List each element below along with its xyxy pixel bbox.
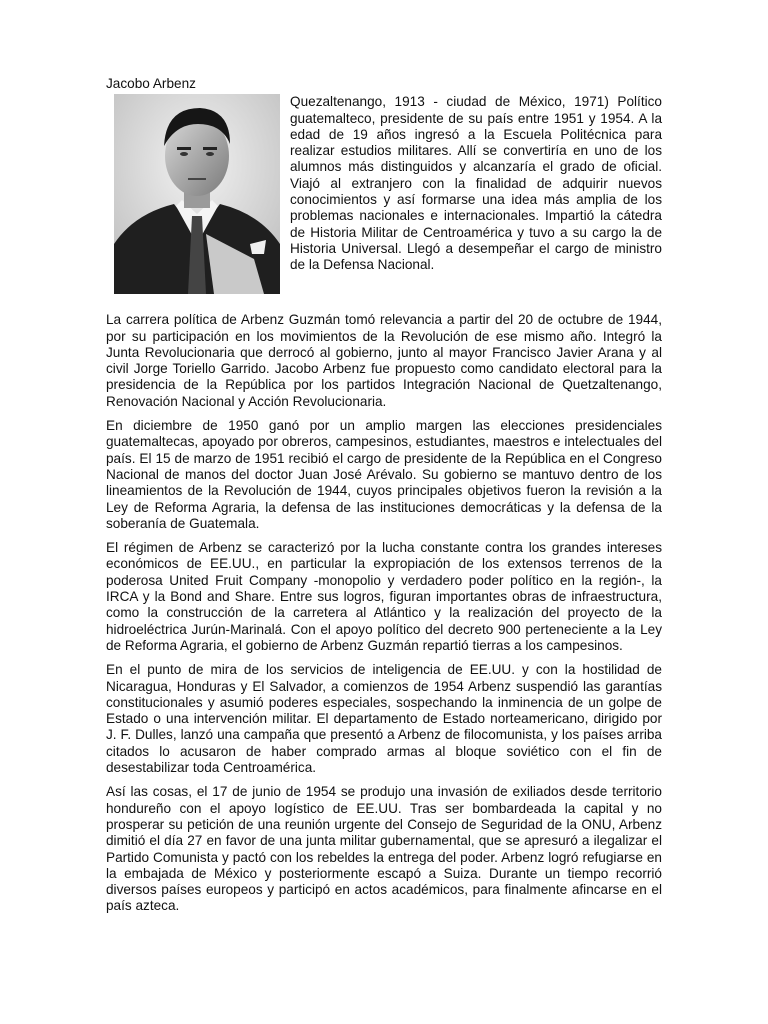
document-title: Jacobo Arbenz: [106, 76, 196, 91]
body-paragraph: En el punto de mira de los servicios de inteligencia de EE.UU. y con la hostilidad de Nicaragua, Honduras y El Salvador, a comienzos de 1954 Arbenz suspendió las garantías constitucionales y asumió poderes especiales, sospechando la inminencia de un golpe de Estado o una intervención militar. El departamento de Estado norteamericano, dirigido por J. F. Dulles, lanzó una campaña que presentó a Arbenz de filocomunista, y los países arriba citados lo acusaron de haber comprado armas al bloque soviético con el fin de desestabilizar toda Centroamérica.: [106, 662, 662, 776]
body-paragraph: En diciembre de 1950 ganó por un amplio margen las elecciones presidenciales guatemaltecas, apoyado por obreros, campesinos, estudiantes, maestros e intelectuales del país. El 15 de marzo de 1951 recibió el cargo de presidente de la República en el Congreso Nacional de manos del doctor Juan José Arévalo. Su gobierno se mantuvo dentro de los lineamientos de la Revolución de 1944, cuyos principales objetivos fueron la revisión a la Ley de Reforma Agraria, la defensa de las instituciones democráticas y la defensa de la soberanía de Guatemala.: [106, 418, 662, 531]
intro-paragraph: Quezaltenango, 1913 - ciudad de México, 1971) Político guatemalteco, presidente de su país entre 1951 y 1954. A la edad de 19 años ingresó a la Escuela Politécnica para realizar estudios militares. Allí se convertiría en uno de los alumnos más distinguidos y alcanzaría el grado de oficial. Viajó al extranjero con la finalidad de adquirir nuevos conocimientos y así formarse una idea más amplia de los problemas nacionales e internacionales. Impartió la cátedra de Historia Militar de Centroamérica y tuvo a su cargo la de Historia Universal. Llegó a desempeñar el cargo de ministro de la Defensa Nacional.: [290, 94, 662, 273]
body-paragraph: La carrera política de Arbenz Guzmán tomó relevancia a partir del 20 de octubre de 1944, por su participación en los movimientos de la Revolución de ese mismo año. Integró la Junta Revolucionaria que derrocó al gobierno, junto al mayor Francisco Javier Arana y al civil Jorge Toriello Garrido. Jacobo Arbenz fue propuesto como candidato electoral para la presidencia de la República por los partidos Integración Nacional de Quetzaltenango, Renovación Nacional y Acción Revolucionaria.: [106, 312, 662, 409]
document-page: [106, 76, 662, 923]
portrait-photo: [114, 94, 280, 294]
body-paragraph: Así las cosas, el 17 de junio de 1954 se produjo una invasión de exiliados desde territorio hondureño con el apoyo logístico de EE.UU. Tras ser bombardeada la capital y no prosperar su petición de una reunión urgente del Consejo de Seguridad de la ONU, Arbenz dimitió el día 27 en favor de una junta militar gubernamental, que se apresuró a ilegalizar el Partido Comunista y pactó con los rebeldes la entrega del poder. Arbenz logró refugiarse en la embajada de México y posteriormente escapó a Suiza. Durante un tiempo recorrió diversos países europeos y participó en actos académicos, para finalmente afincarse en el país azteca.: [106, 784, 662, 914]
portrait-image: [114, 94, 280, 294]
body-paragraph: El régimen de Arbenz se caracterizó por la lucha constante contra los grandes intereses económicos de EE.UU., en particular la expropiación de los extensos terrenos de la poderosa United Fruit Company -monopolio y verdadero poder político en la región-, la IRCA y la Bond and Share. Entre sus logros, figuran importantes obras de infraestructura, como la construcción de la carretera al Atlántico y la realización del proyecto de la hidroeléctrica Jurún-Marinalá. Con el apoyo político del decreto 900 perteneciente a la Ley de Reforma Agraria, el gobierno de Arbenz Guzmán repartió tierras a los campesinos.: [106, 540, 662, 653]
intro-section: [106, 94, 662, 312]
